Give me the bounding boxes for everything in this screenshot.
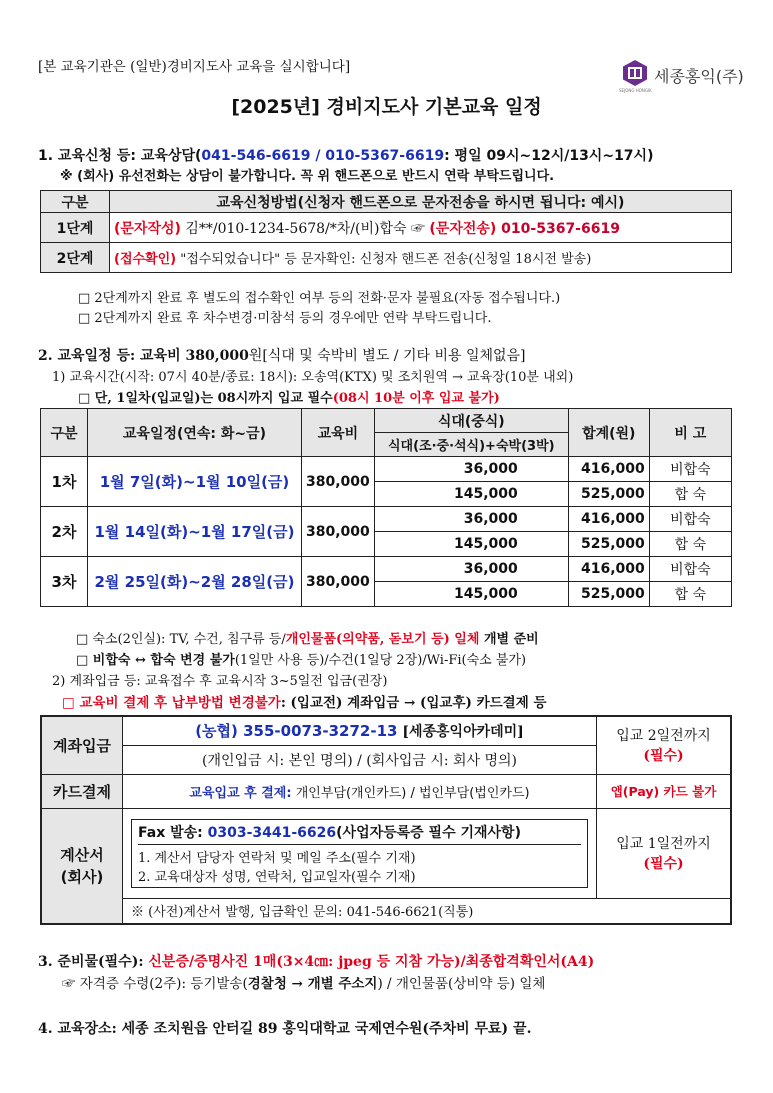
meal-1b: 145,000 xyxy=(374,482,568,507)
h-total: 합계(원) xyxy=(568,409,649,457)
note-3b: 합 숙 xyxy=(649,582,731,607)
h-note: 비 고 xyxy=(649,409,731,457)
schedule-table xyxy=(40,408,732,607)
section3-title: 3. 준비물(필수): 신분증/증명사진 1매(3×4㎝: jpeg 등 지참 가능)/최종합격확인서(A4) xyxy=(38,954,595,970)
account-note: (개인입금 시: 본인 명의) / (회사입금 시: 회사 명의) xyxy=(123,745,597,774)
bullet-1: □ 2단계까지 완료 후 별도의 접수확인 여부 등의 전화·문자 불필요(자동 접수됩니다.) xyxy=(78,291,561,306)
meal-1a: 36,000 xyxy=(374,457,568,482)
fee-3: 380,000 xyxy=(302,557,375,607)
page-title: [2025년] 경비지도사 기본교육 일정 xyxy=(231,96,542,118)
section2-title: 2. 교육일정 등: 교육비 380,000원[식대 및 숙박비 별도 / 기타 비용 일체없음] xyxy=(38,348,526,364)
schedule-3: 2월 25일(화)~2월 28일(금) xyxy=(88,557,302,607)
note-3a: 비합숙 xyxy=(649,557,731,582)
card-detail: 교육입교 후 결제: 개인부담(개인카드) / 법인부담(법인카드) xyxy=(123,774,597,808)
round-2: 2차 xyxy=(41,507,88,557)
bullet-2: □ 2단계까지 완료 후 차수변경·미참석 등의 경우에만 연락 부탁드립니다. xyxy=(78,311,492,326)
pay-line: 2) 계좌입금 등: 교육접수 후 교육시작 3~5일전 입금(권장) xyxy=(52,674,388,689)
section1-note: ※ (회사) 유선전화는 상담이 불가합니다. 꼭 위 핸드폰으로 반드시 연락 부탁드립니다. xyxy=(60,169,555,184)
step-1-detail: (문자작성) 김**/010-1234-5678/*차/(비)합숙 ☞ (문자전송) 010-5367-6619 xyxy=(110,213,732,243)
meal-2a: 36,000 xyxy=(374,507,568,532)
fax-box xyxy=(131,819,588,888)
fee-2: 380,000 xyxy=(302,507,375,557)
section3-line2: ☞ 자격증 수령(2주): 등기발송(경찰청 → 개별 주소지) / 개인물품(상비약 등) 일체 xyxy=(62,976,546,992)
note-1b: 합 숙 xyxy=(649,482,731,507)
step-2: 2단계 xyxy=(41,243,110,273)
step-2-detail: (접수확인) "접수되었습니다" 등 문자확인: 신청자 핸드폰 전송(신청일 18시전 발송) xyxy=(110,243,732,273)
h-fee: 교육비 xyxy=(302,409,375,457)
schedule-1: 1월 7일(화)~1월 10일(금) xyxy=(88,457,302,507)
card-label: 카드결제 xyxy=(41,774,123,808)
company-logo xyxy=(620,59,744,91)
h-schedule: 교육일정(연속: 화~금) xyxy=(88,409,302,457)
total-1a: 416,000 xyxy=(568,457,649,482)
h-meal: 식대(중식) xyxy=(374,409,568,433)
time-line: 1) 교육시간(시작: 07시 40분/종료: 18시): 오송역(KTX) 및 조치원역 → 교육장(10분 내외) xyxy=(52,370,574,385)
total-3a: 416,000 xyxy=(568,557,649,582)
application-table xyxy=(40,190,732,273)
lodging-line: □ 숙소(2인실): TV, 수건, 침구류 등/개인물품(의약품, 돋보기 등) 일체 개별 준비 xyxy=(76,632,539,647)
account-label: 계좌입금 xyxy=(41,716,123,774)
meal-2b: 145,000 xyxy=(374,532,568,557)
change-line: □ 비합숙 ↔ 합숙 변경 불가(1일만 사용 등)/수건(1일당 2장)/Wi-Fi(숙소 불가) xyxy=(76,653,527,668)
fax-item-2: 2. 교육대상자 성명, 연락처, 입교일자(필수 기재) xyxy=(138,869,416,885)
col-header-method: 교육신청방법(신청자 핸드폰으로 문자전송을 하시면 됩니다: 예시) xyxy=(110,191,732,213)
invoice-inquiry: ※ (사전)계산서 발행, 입금확인 문의: 041-546-6621(직통) xyxy=(123,898,732,924)
logo-icon xyxy=(621,59,649,87)
fax-title: Fax 발송: 0303-3441-6626(사업자등록증 필수 기재사항) xyxy=(138,822,581,845)
total-1b: 525,000 xyxy=(568,482,649,507)
total-2b: 525,000 xyxy=(568,532,649,557)
pay-warning: □ 교육비 결제 후 납부방법 변경불가: (입교전) 계좌입금 → (입교후) 카드결제 등 xyxy=(62,695,547,711)
total-2a: 416,000 xyxy=(568,507,649,532)
account-main: (농협) 355-0073-3272-13 [세종홍익아카데미] xyxy=(123,716,597,745)
section1-title: 1. 교육신청 등: 교육상담(041-546-6619 / 010-5367-6619: 평일 09시~12시/13시~17시) xyxy=(38,148,654,164)
section4-text: 4. 교육장소: 세종 조치원읍 안터길 89 홍익대학교 국제연수원(주차비 무료) 끝. xyxy=(38,1021,532,1037)
note-1a: 비합숙 xyxy=(649,457,731,482)
round-1: 1차 xyxy=(41,457,88,507)
logo-text: 세종홍익(주) xyxy=(654,66,744,86)
account-deadline: 입교 2일전까지 (필수) xyxy=(597,716,732,774)
round-3: 3차 xyxy=(41,557,88,607)
note-2a: 비합숙 xyxy=(649,507,731,532)
fax-item-1: 1. 계산서 담당자 연락처 및 메일 주소(필수 기재) xyxy=(138,850,416,866)
invoice-deadline: 입교 1일전까지 (필수) xyxy=(597,808,732,898)
step-1: 1단계 xyxy=(41,213,110,243)
meal-3a: 36,000 xyxy=(374,557,568,582)
h-meal-sub: 식대(조·중·석식)+숙박(3박) xyxy=(374,433,568,457)
schedule-2: 1월 14일(화)~1월 17일(금) xyxy=(88,507,302,557)
header-notice: [본 교육기관은 (일반)경비지도사 교육을 실시합니다] xyxy=(38,59,351,75)
logo-subtext: SEJONG HONGIK xyxy=(619,88,652,93)
card-note: 앱(Pay) 카드 불가 xyxy=(597,774,732,808)
payment-table xyxy=(40,715,732,925)
fax-cell xyxy=(123,808,597,898)
fee-1: 380,000 xyxy=(302,457,375,507)
meal-3b: 145,000 xyxy=(374,582,568,607)
col-header-div: 구분 xyxy=(41,191,110,213)
entry-line: □ 단, 1일차(입교일)는 08시까지 입교 필수(08시 10분 이후 입교 불가) xyxy=(78,391,500,406)
total-3b: 525,000 xyxy=(568,582,649,607)
note-2b: 합 숙 xyxy=(649,532,731,557)
invoice-label: 계산서 (회사) xyxy=(41,808,123,924)
h-div: 구분 xyxy=(41,409,88,457)
